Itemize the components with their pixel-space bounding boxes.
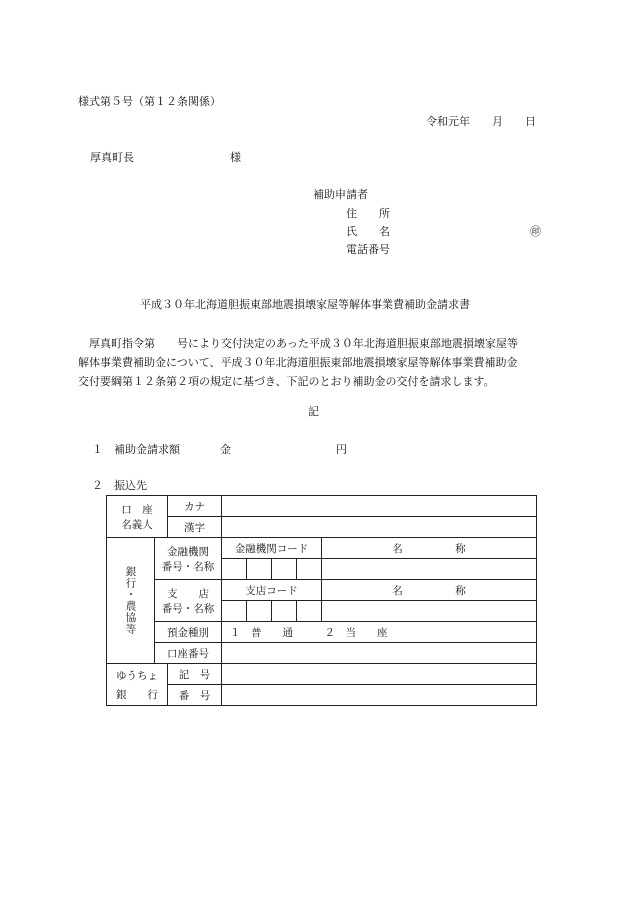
kana-field[interactable] (222, 496, 537, 517)
yucho-label-1: ゆうちょ (116, 669, 158, 682)
applicant-heading: 補助申請者 (313, 188, 368, 201)
kana-label: カナ (168, 496, 222, 517)
bank-code-digit-1[interactable] (222, 559, 247, 580)
holder-label (107, 496, 168, 538)
form-number: 様式第５号（第１２条関係） (78, 95, 221, 108)
bank-code-digit-2[interactable] (247, 559, 272, 580)
body-line-1: 厚真町指令第 号により交付決定のあった平成３０年北海道胆振東部地震損壊家屋等 (89, 337, 518, 350)
bank-label-1: 金融機関 (167, 545, 209, 558)
applicant-phone-label: 電話番号 (346, 243, 390, 256)
kigo-field[interactable] (222, 664, 537, 685)
bank-group-text: 銀行・農協等 (124, 566, 137, 635)
branch-code-digit-1[interactable] (222, 601, 247, 622)
kigo-label: 記 号 (168, 664, 222, 685)
bango-label: 番 号 (168, 685, 222, 706)
bank-code-digit-4[interactable] (297, 559, 322, 580)
account-table (106, 495, 537, 706)
branch-label (155, 580, 222, 622)
yucho-label (107, 664, 168, 706)
applicant-name-label: 氏 名 (346, 225, 390, 238)
branch-name-header: 名 称 (322, 580, 537, 601)
bank-label-2: 番号・名称 (161, 560, 215, 573)
document-title: 平成３０年北海道胆振東部地震損壊家屋等解体事業費補助金請求書 (140, 298, 470, 311)
applicant-address-label: 住 所 (346, 207, 390, 220)
kanji-label: 漢字 (168, 517, 222, 538)
branch-code-digit-3[interactable] (272, 601, 297, 622)
bank-name-field[interactable] (322, 559, 537, 580)
holder-label-1: 口 座 (121, 503, 153, 516)
deposit-type-options[interactable]: １ 普 通 ２ 当 座 (222, 622, 537, 643)
account-number-label: 口座番号 (155, 643, 222, 664)
branch-label-1: 支 店 (167, 587, 209, 600)
branch-code-header: 支店コード (222, 580, 322, 601)
branch-name-field[interactable] (322, 601, 537, 622)
deposit-type-label: 預金種別 (155, 622, 222, 643)
body-paragraph (78, 334, 558, 391)
holder-label-2: 名義人 (121, 518, 153, 531)
bank-group-label (107, 538, 155, 664)
bango-field[interactable] (222, 685, 537, 706)
branch-code-spacer (297, 601, 322, 622)
item2-label: ２ 振込先 (92, 479, 147, 492)
addressee-honorific: 様 (230, 151, 241, 164)
item1-yen: 円 (336, 443, 347, 456)
item1-label: １ 補助金請求額 (92, 443, 180, 456)
bank-name-header: 名 称 (322, 538, 537, 559)
addressee: 厚真町長 (90, 151, 134, 164)
bank-code-digit-3[interactable] (272, 559, 297, 580)
account-number-field[interactable] (222, 643, 537, 664)
body-line-2: 解体事業費補助金について、平成３０年北海道胆振東部地震損壊家屋等解体事業費補助金 (78, 356, 518, 369)
date-line: 令和元年 月 日 (426, 115, 536, 128)
branch-code-digit-2[interactable] (247, 601, 272, 622)
item1-kin: 金 (220, 443, 231, 456)
kanji-field[interactable] (222, 517, 537, 538)
yucho-label-2: 銀 行 (116, 688, 158, 701)
seal-mark: ㊞ (530, 225, 541, 238)
branch-label-2: 番号・名称 (161, 602, 215, 615)
ki-heading: 記 (308, 405, 319, 418)
body-line-3: 交付要綱第１２条第２項の規定に基づき、下記のとおり補助金の交付を請求します。 (78, 375, 495, 388)
bank-code-header: 金融機関コード (222, 538, 322, 559)
bank-label (155, 538, 222, 580)
